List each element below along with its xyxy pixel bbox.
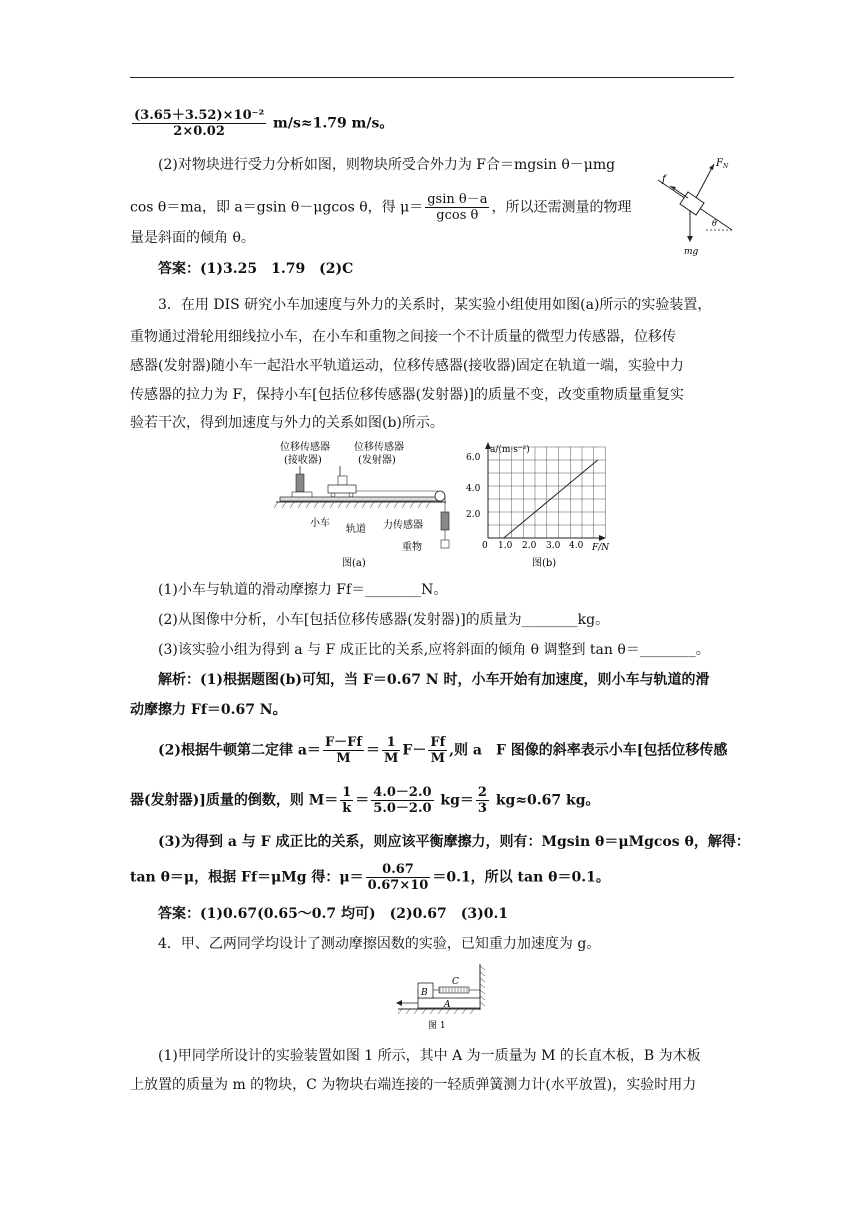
label-b: B bbox=[421, 988, 428, 998]
velocity-fraction: $\frac{\text{(3.65＋3.52)×10⁻²}}{2\times 0.02}$ bbox=[134, 108, 265, 139]
receiver-sub-label: (接收器) bbox=[284, 455, 322, 466]
question-3: (3)该实验小组为得到 a 与 F 成正比的关系,应将斜面的倾角 θ 调整到 tan θ＝________。 bbox=[158, 642, 710, 658]
arrow-head bbox=[396, 1000, 402, 1006]
problem-3-line-3: 感器(发射器)随小车一起沿水平轨道运动，位移传感器(接收器)固定在轨道一端，实验中力 bbox=[130, 358, 684, 374]
mu-derivation-line: cos θ＝ma，即 a＝gsin θ－μgcos θ，得 μ＝ $\frac{\text{gsin θ－a}}{\text{gcos θ}}$ ，所以还需测量的物理 bbox=[130, 192, 632, 223]
arrow-head bbox=[687, 236, 693, 242]
answer-2: 答案：(1)0.67(0.65～0.7 均可) (2)0.67 (3)0.1 bbox=[158, 906, 509, 922]
problem-3-line-1: 3．在用 DIS 研究小车加速度与外力的关系时，某实验小组使用如图(a)所示的实验装置， bbox=[158, 297, 712, 313]
question-1: (1)小车与轨道的滑动摩擦力 Ff＝________N。 bbox=[158, 582, 448, 598]
transmitter-sub-label: (发射器) bbox=[358, 455, 396, 466]
x-tick-0: 0 bbox=[482, 541, 488, 551]
fraction: $\frac{1}{k}$ bbox=[342, 785, 352, 816]
problem-4-line-2: (1)甲同学所设计的实验装置如图 1 所示，其中 A 为一质量为 M 的长直木板，B 为木板 bbox=[158, 1048, 701, 1064]
figure-a-apparatus bbox=[270, 438, 460, 570]
problem-3-line-2: 重物通过滑轮用细线拉小车，在小车和重物之间接一个不计质量的微型力传感器，位移传 bbox=[130, 329, 676, 345]
problem-4-line-3: 上放置的质量为 m 的物块，C 为物块右端连接的一轻质弹簧测力计(水平放置)，实验时用力 bbox=[130, 1077, 697, 1093]
x-tick-3: 3.0 bbox=[546, 541, 561, 551]
mu-fraction: $\frac{\text{gsin θ－a}}{\text{gcos θ}}$ bbox=[427, 192, 488, 223]
y-tick-4: 4.0 bbox=[466, 484, 481, 494]
pulley bbox=[435, 491, 445, 501]
figure-b-chart bbox=[462, 438, 622, 572]
arrow-head bbox=[709, 164, 714, 170]
normal-force-label: $F_N$ bbox=[716, 158, 729, 170]
track-label: 轨道 bbox=[346, 524, 366, 535]
figure-b-caption: 图(b) bbox=[532, 558, 557, 569]
transmitter-label: 位移传感器 bbox=[354, 442, 404, 453]
ground-hatch bbox=[274, 502, 430, 508]
solution-1-line-1: 解析：(1)根据题图(b)可知，当 F＝0.67 N 时，小车开始有加速度，则小车与轨道的滑 bbox=[158, 672, 710, 688]
fraction: $\frac{Ff}{M}$ bbox=[430, 735, 446, 766]
force-sensor bbox=[441, 512, 449, 530]
weight-block bbox=[441, 540, 449, 548]
receiver-label: 位移传感器 bbox=[280, 442, 330, 453]
force-sensor-label: 力传感器 bbox=[383, 520, 423, 531]
x-tick-4: 4.0 bbox=[569, 541, 584, 551]
solution-3-line-1: (3)为得到 a 与 F 成正比的关系，则应该平衡摩擦力，则有：Mgsin θ＝μMgcos θ，解得： bbox=[158, 834, 750, 850]
force-diagram bbox=[650, 152, 740, 260]
label-a: A bbox=[444, 1000, 451, 1010]
problem-3-line-4: 传感器的拉力为 F，保持小车[包括位移传感器(发射器)]的质量不变，改变重物质量重复实 bbox=[130, 387, 685, 403]
wheel bbox=[331, 493, 335, 497]
theta-label: θ bbox=[712, 219, 717, 228]
fraction: $\frac{0.67}{0.67\times 10}$ bbox=[367, 862, 429, 893]
chart-grid bbox=[488, 447, 606, 538]
answer-1: 答案：(1)3.25 1.79 (2)C bbox=[158, 261, 354, 277]
friction-label: f bbox=[662, 174, 666, 185]
solution-3-line-2: tan θ＝μ，根据 Ff＝μMg 得：μ＝ $\frac{0.67}{0.67\times 10}$ ＝0.1，所以 tan θ＝0.1。 bbox=[130, 862, 610, 893]
solution-2-line-2: 器(发射器)]质量的倒数，则 M＝ $\frac{1}{k}$ ＝ $\frac{4.0-2.0}{5.0-2.0}$ kg＝ $\frac{2}{3}$ kg≈0.67 kg。 bbox=[130, 785, 600, 816]
transmitter-box bbox=[338, 476, 347, 485]
wall-hatch bbox=[480, 966, 485, 1006]
chart-y-label: a/(m·s⁻²) bbox=[490, 445, 530, 455]
receiver-box bbox=[296, 474, 304, 492]
fraction: $\frac{1}{M}$ bbox=[384, 735, 399, 766]
velocity-result: $\frac{\text{(3.65＋3.52)×10⁻²}}{2\times 0.02}$ m/s≈1.79 m/s。 bbox=[134, 108, 394, 139]
solution-1-line-2: 动摩擦力 Ff＝0.67 N。 bbox=[130, 702, 287, 718]
figure-a-caption: 图(a) bbox=[342, 558, 366, 569]
cart-body bbox=[328, 485, 356, 493]
chart-x-label: F/N bbox=[592, 543, 610, 553]
fraction: $\frac{4.0-2.0}{5.0-2.0}$ bbox=[373, 785, 432, 816]
header-rule bbox=[130, 77, 734, 78]
gravity-label: mg bbox=[684, 247, 699, 257]
figure-1-caption: 图 1 bbox=[428, 1021, 446, 1031]
wheel bbox=[349, 493, 353, 497]
problem-4-line-1: 4．甲、乙两同学均设计了测动摩擦因数的实验，已知重力加速度为 g。 bbox=[158, 936, 601, 952]
track-bar bbox=[280, 497, 442, 501]
figure-1-apparatus bbox=[392, 962, 492, 1032]
x-tick-1: 1.0 bbox=[498, 541, 513, 551]
x-tick-2: 2.0 bbox=[522, 541, 537, 551]
y-tick-2: 2.0 bbox=[466, 510, 481, 520]
x-axis-arrow bbox=[599, 535, 606, 541]
ground-hatch bbox=[398, 1009, 474, 1014]
fraction: $\frac{F-Ff}{M}$ bbox=[324, 735, 362, 766]
spring-scale-c bbox=[439, 987, 469, 993]
problem-3-line-5: 验若干次，得到加速度与外力的关系如图(b)所示。 bbox=[130, 415, 444, 431]
cart-label: 小车 bbox=[310, 518, 330, 529]
question-2: (2)从图像中分析，小车[包括位移传感器(发射器)]的质量为________kg。 bbox=[158, 612, 610, 628]
y-tick-6: 6.0 bbox=[466, 453, 481, 463]
weight-label: 重物 bbox=[402, 542, 422, 553]
angle-line: 量是斜面的倾角 θ。 bbox=[130, 230, 255, 246]
solution-2-line-1: (2)根据牛顿第二定律 a＝ $\frac{F-Ff}{M}$ ＝ $\frac{1}{M}$ F－ $\frac{Ff}{M}$ ,则 a F 图像的斜率表示小车[包括位移传感 bbox=[158, 735, 728, 766]
force-analysis-line: (2)对物块进行受力分析如图，则物块所受合外力为 F合＝mgsin θ－μmg bbox=[158, 157, 616, 173]
label-c: C bbox=[452, 977, 459, 987]
fraction: $\frac{2}{3}$ bbox=[477, 785, 487, 816]
